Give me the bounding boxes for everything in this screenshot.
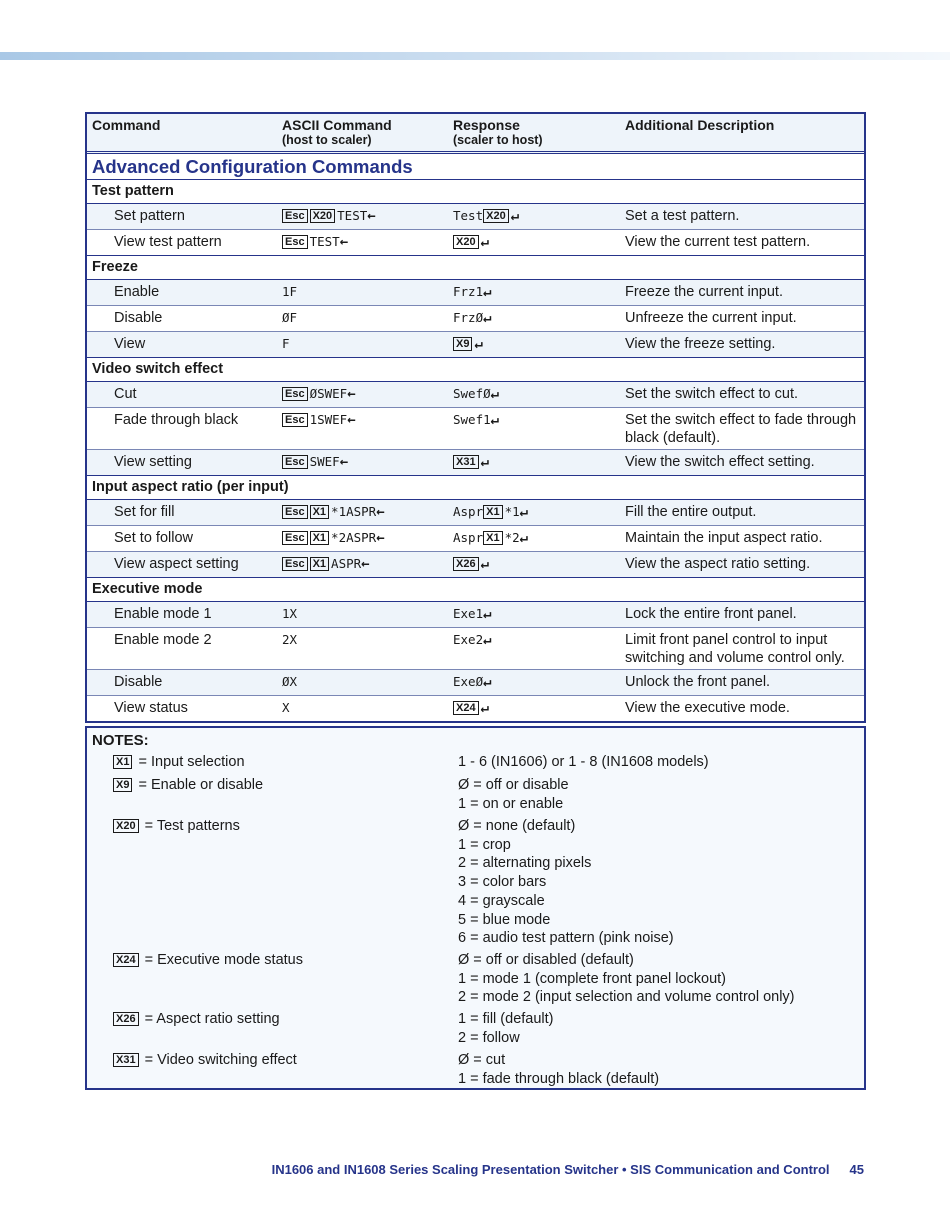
return-icon: ↵ — [490, 386, 500, 402]
return-icon: ↵ — [519, 504, 529, 520]
footer-title: IN1606 and IN1608 Series Scaling Presentation Switcher • SIS Communication and Control — [271, 1162, 830, 1177]
cell-description: Maintain the input aspect ratio. — [625, 530, 823, 546]
x20-key: X20 — [113, 819, 139, 833]
esc-key: Esc — [282, 413, 308, 427]
header-command: Command — [92, 117, 161, 133]
group-executive-mode: Executive mode — [87, 578, 864, 602]
header-ascii-sub: (host to scaler) — [282, 133, 372, 147]
x31-key: X31 — [113, 1053, 139, 1067]
cell-command: View — [114, 336, 146, 352]
cell-response — [453, 699, 625, 721]
table-row — [87, 408, 864, 450]
cell-description: Unfreeze the current input. — [625, 310, 797, 326]
x26-key: X26 — [453, 557, 479, 571]
cell-command: Set for fill — [114, 504, 175, 520]
return-icon: ↵ — [483, 632, 492, 648]
group-aspect-ratio: Input aspect ratio (per input) — [87, 476, 864, 500]
notes-title: NOTES: — [92, 732, 149, 749]
return-icon: ↵ — [483, 310, 492, 326]
cell-description: Limit front panel control to input switching and volume control only. — [625, 632, 845, 666]
page-footer — [222, 1162, 864, 1177]
cell-ascii: Esc TEST← — [282, 233, 453, 255]
cell-description: Set a test pattern. — [625, 208, 740, 224]
esc-key: Esc — [282, 455, 308, 469]
table-row — [87, 628, 864, 670]
cell-response — [453, 453, 625, 475]
return-icon: ↵ — [510, 208, 520, 224]
cell-ascii: 2X — [282, 632, 298, 647]
x1-key: X1 — [310, 505, 329, 519]
cell-response — [453, 335, 625, 357]
command-table — [85, 112, 866, 723]
cell-response — [453, 233, 625, 255]
cell-response: Aspr X1 *1↵ — [453, 504, 529, 520]
cell-description: Set the switch effect to cut. — [625, 386, 799, 402]
cell-response — [453, 555, 625, 577]
esc-key: Esc — [282, 531, 308, 545]
cell-ascii: Esc SWEF← — [282, 453, 453, 475]
group-test-pattern: Test pattern — [87, 180, 864, 204]
table-row — [87, 696, 864, 721]
cell-description: Lock the entire front panel. — [625, 606, 797, 622]
x24-key: X24 — [113, 953, 139, 967]
header-description: Additional Description — [625, 117, 775, 133]
return-icon: ↵ — [483, 606, 492, 622]
cell-response: Exe2↵ — [453, 632, 492, 648]
x1-key: X1 — [483, 531, 502, 545]
esc-key: Esc — [282, 505, 308, 519]
cell-response: FrzØ↵ — [453, 310, 492, 326]
x9-key: X9 — [453, 337, 472, 351]
left-arrow-icon: ← — [339, 454, 349, 470]
cell-command: View test pattern — [114, 234, 222, 250]
x31-key: X31 — [453, 455, 479, 469]
x1-key: X1 — [310, 531, 329, 545]
cell-command: View aspect setting — [114, 556, 239, 572]
cell-description: Set the switch effect to fade through black (default). — [625, 412, 857, 446]
cell-ascii: Esc X1 *2ASPR← — [282, 529, 453, 551]
return-icon: ↵ — [519, 530, 529, 546]
table-row — [87, 204, 864, 230]
cell-description: View the aspect ratio setting. — [625, 556, 811, 572]
esc-key: Esc — [282, 387, 308, 401]
cell-response: Exe1↵ — [453, 606, 492, 622]
table-row — [87, 526, 864, 552]
cell-command: View setting — [114, 454, 192, 470]
cell-description: Unlock the front panel. — [625, 674, 771, 690]
table-row — [87, 602, 864, 628]
header-ascii: ASCII Command — [282, 117, 392, 133]
left-arrow-icon: ← — [376, 504, 385, 520]
table-header — [87, 114, 864, 154]
cell-ascii: ØF — [282, 310, 298, 325]
cell-description: Fill the entire output. — [625, 504, 757, 520]
cell-ascii: Esc X1 ASPR← — [282, 555, 453, 577]
return-icon: ↵ — [483, 674, 492, 690]
page-number: 45 — [849, 1162, 864, 1177]
left-arrow-icon: ← — [367, 208, 376, 224]
cell-command: Cut — [114, 386, 137, 402]
cell-response: Swef1↵ — [453, 412, 500, 428]
left-arrow-icon: ← — [347, 412, 356, 428]
header-response-sub: (scaler to host) — [453, 133, 543, 147]
cell-description: View the current test pattern. — [625, 234, 811, 250]
x20-key: X20 — [483, 209, 509, 223]
group-video-switch-effect: Video switch effect — [87, 358, 864, 382]
return-icon: ↵ — [474, 336, 483, 352]
return-icon: ↵ — [480, 556, 490, 572]
cell-response: ExeØ↵ — [453, 674, 492, 690]
table-row — [87, 670, 864, 696]
x24-key: X24 — [453, 701, 479, 715]
left-arrow-icon: ← — [339, 234, 349, 250]
return-icon: ↵ — [480, 454, 490, 470]
x20-key: X20 — [453, 235, 479, 249]
cell-command: Set to follow — [114, 530, 193, 546]
esc-key: Esc — [282, 557, 308, 571]
left-arrow-icon: ← — [376, 530, 385, 546]
return-icon: ↵ — [490, 412, 500, 428]
top-gradient-bar — [0, 52, 950, 60]
cell-ascii: F — [282, 336, 290, 351]
table-row — [87, 552, 864, 578]
x1-key: X1 — [483, 505, 502, 519]
cell-ascii: 1F — [282, 284, 298, 299]
cell-response: Frz1↵ — [453, 284, 492, 300]
cell-ascii: ØX — [282, 674, 298, 689]
cell-response: SwefØ↵ — [453, 386, 500, 402]
notes-box: NOTES: X1 = Input selection 1 - 6 (IN1606) or 1 - 8 (IN1608 models) X9 = Enable or disable Ø = off or disable 1 = on or enable X20 = Test patterns Ø = none (default) 1 = crop 2 = alternating pixels 3 = color bars 4 = grayscale 5 = blue mode 6 = audio test pattern (pink noise) X24 = Executive mode status Ø = off or disabled (default) 1 = mode 1 (complete front panel lockout) 2 = mode 2 (input selection and volume control only) X26 = Aspect ratio setting 1 = fill (default) 2 = follow X31 = Video switching effect Ø = cut 1 = fade through black (default) — [85, 726, 866, 1090]
esc-key: Esc — [282, 209, 308, 223]
x1-key: X1 — [310, 557, 329, 571]
cell-command: Disable — [114, 310, 163, 326]
cell-description: View the freeze setting. — [625, 336, 776, 352]
group-freeze: Freeze — [87, 256, 864, 280]
cell-ascii: Esc 1SWEF← — [282, 411, 453, 449]
left-arrow-icon: ← — [347, 386, 356, 402]
table-row — [87, 500, 864, 526]
cell-command: View status — [114, 700, 188, 716]
cell-response: Aspr X1 *2↵ — [453, 530, 529, 546]
table-row — [87, 280, 864, 306]
cell-ascii: 1X — [282, 606, 298, 621]
x20-key: X20 — [310, 209, 336, 223]
cell-command: Enable mode 1 — [114, 606, 212, 622]
table-row — [87, 230, 864, 256]
cell-command: Fade through black — [114, 412, 239, 428]
cell-description: View the switch effect setting. — [625, 454, 815, 470]
section-title: Advanced Configuration Commands — [87, 154, 864, 180]
esc-key: Esc — [282, 235, 308, 249]
x9-key: X9 — [113, 778, 132, 792]
cell-description: View the executive mode. — [625, 700, 790, 716]
cell-command: Enable mode 2 — [114, 632, 212, 648]
return-icon: ↵ — [480, 700, 490, 716]
cell-command: Enable — [114, 284, 160, 300]
cell-response: Test X20 ↵ — [453, 208, 520, 224]
x26-key: X26 — [113, 1012, 139, 1026]
cell-command: Disable — [114, 674, 163, 690]
cell-ascii: Esc X1 *1ASPR← — [282, 503, 453, 525]
header-response: Response — [453, 117, 520, 133]
cell-ascii: Esc ØSWEF← — [282, 385, 453, 407]
cell-ascii: X — [282, 700, 290, 715]
cell-ascii: Esc X20 TEST← — [282, 207, 453, 229]
table-row — [87, 450, 864, 476]
return-icon: ↵ — [483, 284, 492, 300]
x1-key: X1 — [113, 755, 132, 769]
table-row — [87, 332, 864, 358]
cell-description: Freeze the current input. — [625, 284, 783, 300]
table-row — [87, 382, 864, 408]
table-row — [87, 306, 864, 332]
cell-command: Set pattern — [114, 208, 185, 224]
return-icon: ↵ — [480, 234, 490, 250]
left-arrow-icon: ← — [361, 556, 370, 572]
